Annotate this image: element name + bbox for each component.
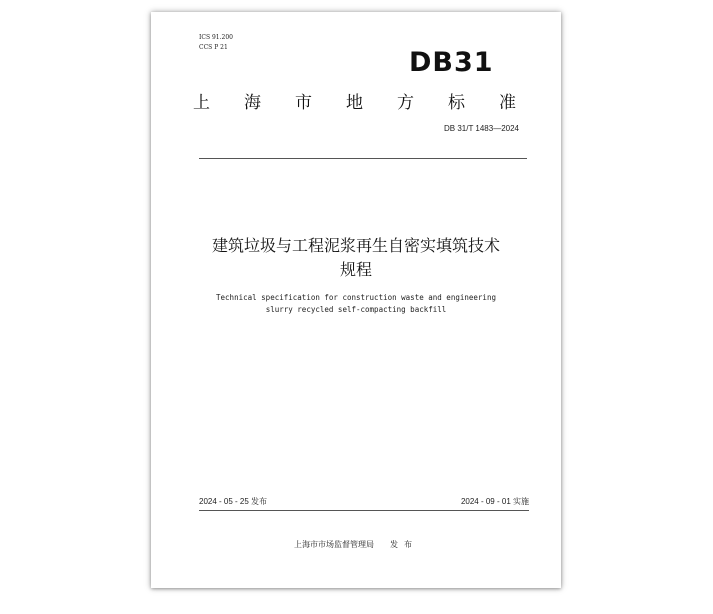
standard-cover-page: [151, 12, 561, 588]
english-title: Technical specification for construction waste and engineering slurry recycled self-compacting backfill: [216, 293, 496, 314]
ccs-code: CCS P 21: [199, 44, 228, 51]
ics-code: ICS 91.200: [199, 34, 233, 41]
db31-logo: DB31: [409, 47, 494, 78]
standard-number: DB 31/T 1483—2024: [443, 124, 519, 133]
top-divider: [199, 158, 527, 159]
classification-codes: [199, 33, 233, 53]
publisher-line: [151, 539, 561, 550]
chinese-title: [171, 234, 541, 282]
implementation-date: 2024 - 09 - 01 实施: [460, 497, 529, 506]
chinese-title-line-1: 建筑垃圾与工程泥浆再生自密实填筑技术: [211, 236, 500, 255]
bottom-divider: [199, 510, 529, 511]
publisher-name: 上海市市场监督管理局: [294, 540, 374, 549]
issue-date: 2024 - 05 - 25 发布: [199, 497, 268, 506]
publisher-action: 发布: [390, 540, 418, 549]
standard-type-title: 上海市地方标准: [193, 93, 550, 113]
chinese-title-line-2: 规程: [339, 260, 372, 279]
